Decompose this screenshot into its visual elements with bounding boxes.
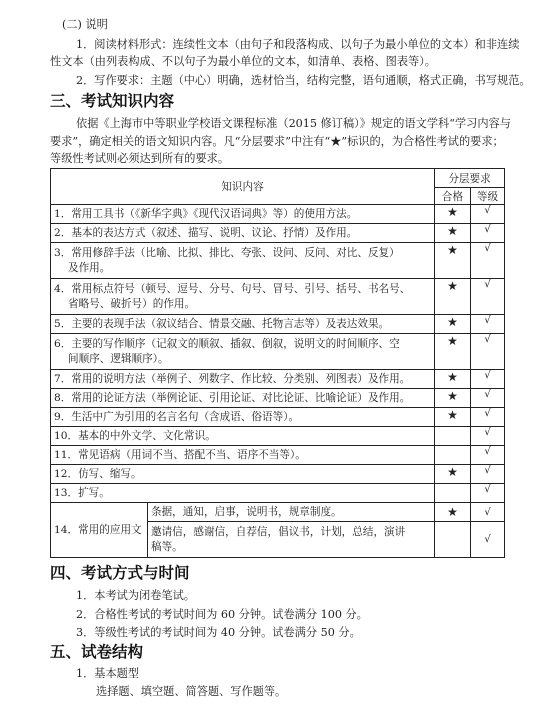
row14-item-b	[148, 522, 435, 558]
knowledge-item	[51, 427, 435, 446]
knowledge-item	[51, 224, 435, 243]
knowledge-item	[51, 446, 435, 465]
table-row	[51, 465, 505, 484]
section5-item1: 1．基本题型	[76, 667, 140, 680]
grade-mark: √	[471, 224, 505, 243]
pass-mark	[435, 446, 471, 465]
pass-mark: ★	[435, 224, 471, 243]
header-grade: 等级	[471, 188, 505, 205]
row14-a-grade: √	[471, 503, 505, 522]
table-row	[51, 224, 505, 243]
table-row	[51, 279, 505, 315]
knowledge-item	[51, 243, 435, 279]
pass-mark: ★	[435, 315, 471, 334]
table-row	[51, 243, 505, 279]
knowledge-table	[50, 168, 505, 558]
knowledge-item-line1: 2．基本的表达方式（叙述、描写、说明、议论、抒情）及作用。	[54, 226, 358, 239]
knowledge-item-line1: 3．常用修辞手法（比喻、比拟、排比、夸张、设问、反问、对比、反复）	[54, 246, 400, 259]
knowledge-item-line1: 7．常用的说明方法（举例子、列数字、作比较、分类别、列图表）及作用。	[54, 372, 411, 385]
header-level: 分层要求	[435, 169, 505, 188]
row14-label: 14．常用的应用文	[51, 503, 148, 558]
pass-mark: ★	[435, 408, 471, 427]
header-knowledge: 知识内容	[51, 169, 435, 205]
grade-mark: √	[471, 427, 505, 446]
knowledge-item-line1: 12．仿写、缩写。	[54, 467, 142, 480]
knowledge-item-line1: 4．常用标点符号（顿号、逗号、分号、句号、冒号、引号、括号、书名号、	[54, 282, 411, 295]
section4-item2: 2．合格性考试的考试时间为 60 分钟。试卷满分 100 分。	[76, 608, 368, 621]
section5-heading: 五、试卷结构	[50, 643, 144, 661]
knowledge-item	[51, 315, 435, 334]
pass-mark: ★	[435, 334, 471, 370]
grade-mark: √	[471, 484, 505, 503]
table-row	[51, 205, 505, 224]
pass-mark: ★	[435, 279, 471, 315]
pass-mark: ★	[435, 465, 471, 484]
knowledge-item	[51, 205, 435, 224]
grade-mark: √	[471, 389, 505, 408]
row14-b-line1: 邀请信，感谢信，自荐信，倡议书，计划，总结，演讲	[151, 525, 406, 538]
section3-para-line2: 要求”，确定相关的语文知识内容。凡“分层要求”中注有“★”标识的，为合格性考试的要求；	[50, 135, 504, 148]
grade-mark: √	[471, 279, 505, 315]
pass-mark: ★	[435, 243, 471, 279]
section3-para-line3: 等级性考试则必须达到所有的要求。	[50, 152, 230, 165]
pass-mark	[435, 484, 471, 503]
row14-item-a: 条据，通知，启事，说明书，规章制度。	[148, 503, 435, 522]
knowledge-item	[51, 334, 435, 370]
grade-mark: √	[471, 243, 505, 279]
table-row	[51, 427, 505, 446]
table-row	[51, 315, 505, 334]
table-row	[51, 389, 505, 408]
knowledge-item	[51, 408, 435, 427]
table-row	[51, 370, 505, 389]
pass-mark: ★	[435, 370, 471, 389]
section3-heading: 三、考试知识内容	[50, 92, 175, 110]
pass-mark: ★	[435, 389, 471, 408]
grade-mark: √	[471, 446, 505, 465]
section5-item2: 选择题、填空题、简答题、写作题等。	[96, 685, 287, 698]
writing-requirement: 2．写作要求：主题（中心）明确，选材恰当，结构完整，语句通顺，格式正确，书写规范。	[76, 74, 531, 87]
knowledge-item-line2: 及作用。	[68, 261, 111, 274]
reading-material-line2: 性文本（由列表构成、不以句子为最小单位的文本，如清单、表格、图表等）。	[50, 55, 436, 68]
grade-mark: √	[471, 205, 505, 224]
knowledge-item	[51, 370, 435, 389]
knowledge-item	[51, 465, 435, 484]
grade-mark: √	[471, 334, 505, 370]
section4-item1: 1．本考试为闭卷笔试。	[76, 589, 195, 602]
pass-mark: ★	[435, 205, 471, 224]
grade-mark: √	[471, 408, 505, 427]
knowledge-item-line1: 11．常见语病（用词不当、搭配不当、语序不当等）。	[54, 448, 306, 461]
table-row	[51, 334, 505, 370]
knowledge-item-line1: 5．主要的表现手法（叙议结合、情景交融、托物言志等）及表达效果。	[54, 317, 390, 330]
grade-mark: √	[471, 370, 505, 389]
pass-mark	[435, 427, 471, 446]
grade-mark: √	[471, 315, 505, 334]
knowledge-item-line1: 10．基本的中外文学、文化常识。	[54, 429, 216, 442]
section3-para-line1: 依据《上海市中等职业学校语文课程标准（2015 修订稿）》规定的语文学科“学习内容与	[76, 117, 511, 130]
grade-mark: √	[471, 465, 505, 484]
section4-item3: 3．等级性考试的考试时间为 40 分钟。试卷满分 50 分。	[76, 626, 361, 639]
reading-material-line1: 1．阅读材料形式：连续性文本（由句子和段落构成、以句子为最小单位的文本）和非连续	[76, 38, 520, 51]
header-pass: 合格	[435, 188, 471, 205]
knowledge-item-line1: 1．常用工具书（《新华字典》《现代汉语词典》等）的使用方法。	[54, 207, 358, 220]
table-row	[51, 408, 505, 427]
row14-b-line2: 稿等。	[151, 540, 183, 553]
subhead-explanation: (二) 说明	[62, 18, 108, 31]
table-row	[51, 484, 505, 503]
knowledge-item	[51, 389, 435, 408]
row14-b-grade: √	[471, 522, 505, 558]
knowledge-item-line1: 13．扩写。	[54, 486, 110, 499]
knowledge-item-line1: 6．主要的写作顺序（记叙文的顺叙、插叙、倒叙，说明文的时间顺序、空	[54, 337, 400, 350]
table-row	[51, 446, 505, 465]
row14-b-pass	[435, 522, 471, 558]
knowledge-item-line1: 8．常用的论证方法（举例论证、引用论证、对比论证、比喻论证）及作用。	[54, 391, 411, 404]
row14-a-pass: ★	[435, 503, 471, 522]
knowledge-item-line2: 省略号、破折号）的作用。	[68, 297, 196, 310]
knowledge-item	[51, 279, 435, 315]
section4-heading: 四、考试方式与时间	[50, 564, 190, 582]
knowledge-item-line2: 间顺序、逻辑顺序）。	[68, 352, 169, 365]
knowledge-item	[51, 484, 435, 503]
knowledge-item-line1: 9．生活中广为引用的名言名句（含成语、俗语等）。	[54, 410, 300, 423]
